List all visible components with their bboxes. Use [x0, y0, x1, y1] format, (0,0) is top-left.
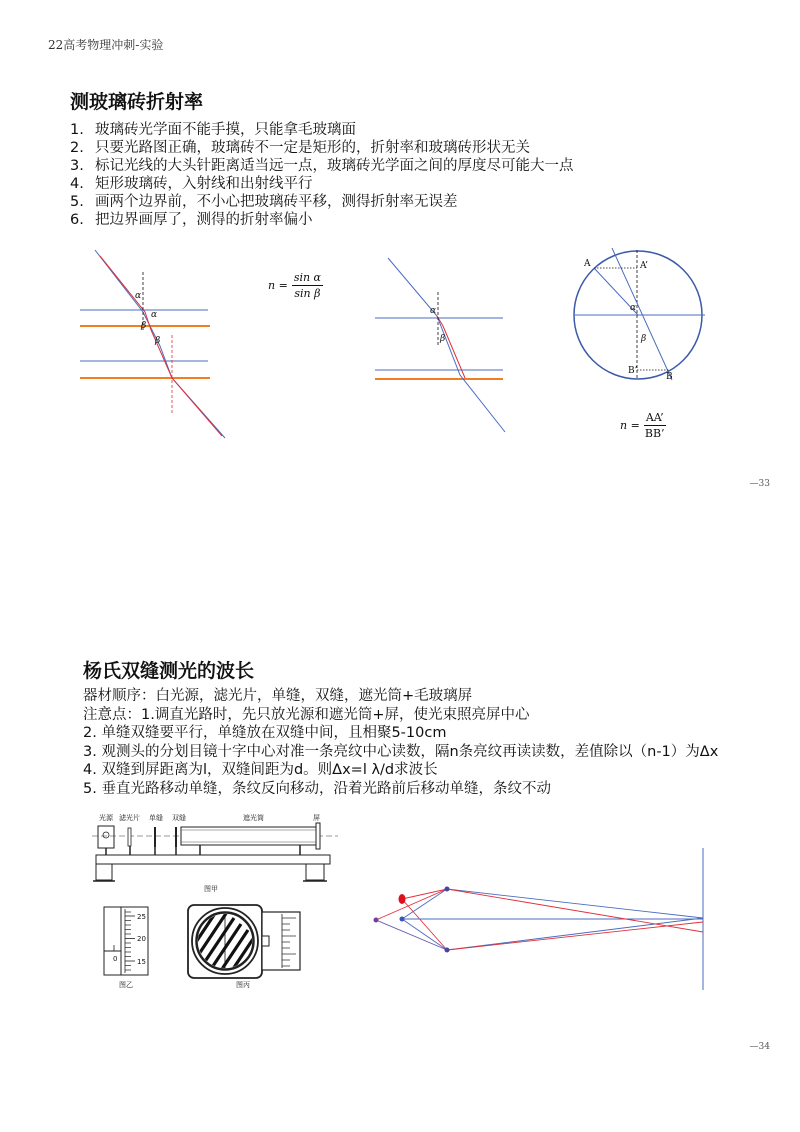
note-line: 5. 垂直光路移动单缝，条纹反向移动，沿着光路前后移动单缝，条纹不动 — [83, 780, 551, 797]
micrometer-figure — [100, 903, 152, 993]
label-filter: 滤光片 — [119, 814, 140, 822]
angle-alpha: α — [630, 303, 637, 313]
item-number: 5. — [70, 194, 84, 210]
label-light-source: 光源 — [99, 814, 113, 822]
bench-leg-left — [96, 864, 112, 880]
item-number: 3. — [70, 158, 84, 174]
sine-formula — [268, 271, 323, 300]
double-slit-upper — [445, 887, 450, 892]
list-item — [70, 175, 574, 193]
caption-figure-b: 图乙 — [119, 981, 133, 989]
section-title-refraction: 测玻璃砖折射率 — [70, 91, 204, 113]
angle-beta-low: β — [155, 336, 161, 346]
chord-formula — [620, 411, 666, 440]
list-item — [70, 139, 574, 157]
caption-figure-c: 图丙 — [236, 981, 250, 989]
section-title-double-slit: 杨氏双缝测光的波长 — [83, 660, 255, 682]
refraction-notes-list — [70, 121, 574, 229]
formula-denominator: sin β — [294, 287, 321, 300]
formula-denominator: BB’ — [644, 427, 665, 440]
angle-beta: β — [641, 334, 647, 344]
measured-light-ray — [100, 256, 222, 436]
bulb — [103, 832, 109, 838]
page-number: —34 — [749, 1042, 770, 1052]
sleeve-zero-label: 0 — [113, 955, 118, 963]
apparatus-figure — [90, 808, 340, 898]
point-b-prime-label: B’ — [628, 366, 638, 376]
item-number: 4. — [70, 176, 84, 192]
eyepiece-micrometer-tab — [262, 936, 269, 946]
ray-blue-long — [447, 889, 703, 918]
thimble-label-15: 15 — [137, 958, 146, 966]
page-number: —33 — [749, 479, 770, 489]
label-single-slit: 单缝 — [149, 814, 163, 822]
measured-light-ray — [437, 316, 465, 378]
list-item — [70, 157, 574, 175]
list-item — [70, 193, 574, 211]
caption-figure-a: 图甲 — [204, 885, 218, 893]
bench-leg-right — [306, 864, 324, 880]
thimble-label-25: 25 — [137, 913, 146, 921]
ray-blue — [402, 889, 447, 919]
note-line: 2. 单缝双缝要平行，单缝放在双缝中间，且相聚5-10cm — [83, 725, 447, 742]
source-point — [374, 918, 379, 923]
angle-beta-top: β — [141, 321, 147, 331]
double-slit-notes — [83, 687, 718, 799]
formula-fraction — [292, 271, 323, 300]
angle-alpha-mid: α — [151, 310, 158, 320]
label-screen: 屏 — [313, 814, 320, 822]
shifted-block-figure — [370, 252, 510, 442]
note-line: 注意点：1.调直光路时，先只放光源和遮光筒+屏，使光束照亮屏中心 — [83, 706, 530, 723]
double-slit — [175, 827, 177, 847]
filter — [128, 828, 131, 846]
screen-flange — [316, 823, 320, 849]
item-text: 玻璃砖光学面不能手摸，只能拿毛玻璃面 — [95, 122, 356, 138]
true-light-ray — [388, 258, 505, 432]
ray-red-long — [447, 889, 703, 932]
label-double-slit: 双缝 — [172, 814, 186, 822]
item-text: 矩形玻璃砖，入射线和出射线平行 — [95, 176, 313, 192]
shifted-single-slit — [399, 894, 406, 904]
slab-refraction-figure — [70, 240, 240, 450]
item-number: 2. — [70, 140, 84, 156]
item-text: 标记光线的大头针距离适当远一点，玻璃砖光学面之间的厚度尽可能大一点 — [95, 158, 574, 174]
formula-fraction — [644, 411, 666, 440]
single-slit — [154, 827, 156, 847]
shading-tube — [181, 827, 317, 845]
angle-alpha-top: α — [135, 291, 142, 301]
item-text: 画两个边界前，不小心把玻璃砖平移，测得折射率无误差 — [95, 194, 458, 210]
slit-shift-ray-diagram — [365, 845, 710, 995]
angle-beta: β — [440, 334, 446, 344]
running-title: 22高考物理冲刺-实验 — [48, 38, 164, 52]
formula-numerator: sin α — [293, 271, 321, 284]
formula-lhs: n = — [268, 279, 288, 292]
single-slit-point — [400, 917, 405, 922]
note-line: 器材顺序：白光源，滤光片，单缝，双缝，遮光筒+毛玻璃屏 — [83, 688, 473, 704]
item-text: 把边界画厚了，测得的折射率偏小 — [95, 212, 313, 228]
circle-method-figure — [570, 244, 715, 386]
angle-alpha: α — [430, 306, 437, 316]
item-text: 只要光路图正确，玻璃砖不一定是矩形的，折射率和玻璃砖形状无关 — [95, 140, 530, 156]
list-item — [70, 121, 574, 139]
point-b-label: B — [666, 372, 673, 382]
point-a-label: A — [584, 259, 591, 269]
ray-blue — [402, 919, 447, 950]
eyepiece-figure — [185, 902, 307, 994]
light-source-box — [98, 826, 114, 848]
item-number: 1. — [70, 122, 84, 138]
thimble-label-20: 20 — [137, 935, 146, 943]
formula-lhs: n = — [620, 419, 640, 432]
label-tube: 遮光筒 — [243, 814, 264, 822]
list-item — [70, 211, 574, 229]
ray-blue-long — [447, 918, 703, 950]
ray-red — [402, 899, 447, 950]
note-line: 4. 双缝到屏距离为l，双缝间距为d。则Δx=l λ/d求波长 — [83, 762, 438, 779]
formula-numerator: AA’ — [645, 411, 664, 424]
item-number: 6. — [70, 212, 84, 228]
ray-blue — [376, 920, 447, 950]
ray-red — [376, 889, 447, 920]
ray-red-long — [447, 922, 703, 950]
point-a-prime-label: A’ — [640, 261, 649, 271]
optical-bench — [96, 855, 330, 864]
double-slit-lower — [445, 948, 450, 953]
note-line: 3. 观测头的分划目镜十字中心对准一条亮纹中心读数，隔n条亮纹再读读数，差值除以（n-1）为Δx — [83, 743, 719, 760]
